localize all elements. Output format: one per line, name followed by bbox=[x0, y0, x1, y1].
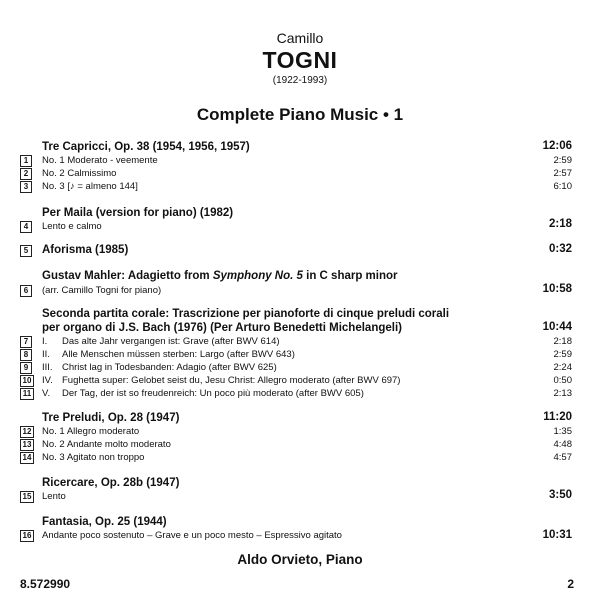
track-row bbox=[20, 451, 572, 464]
track-number: 12 bbox=[20, 426, 34, 438]
track-row bbox=[20, 374, 572, 387]
track-title: Lento e calmo bbox=[42, 221, 102, 232]
track-number: 9 bbox=[20, 362, 32, 374]
track-title: No. 2 Calmissimo bbox=[42, 168, 117, 179]
track-number: 11 bbox=[20, 388, 34, 400]
movement-number: I. bbox=[42, 336, 48, 347]
track-number: 2 bbox=[20, 168, 32, 180]
track-row bbox=[20, 529, 572, 542]
work-duration: 10:58 bbox=[542, 283, 572, 295]
work-duration: 11:20 bbox=[543, 411, 572, 423]
album-title: Complete Piano Music • 1 bbox=[196, 105, 404, 124]
work-title: Tre Capricci, Op. 38 (1954, 1956, 1957) bbox=[42, 141, 250, 153]
track-duration: 1:35 bbox=[553, 426, 572, 437]
track-title: (arr. Camillo Togni for piano) bbox=[42, 285, 162, 296]
track-row bbox=[20, 284, 572, 297]
performer: Aldo Orvieto, Piano bbox=[237, 552, 363, 567]
track-row bbox=[20, 167, 572, 180]
movement-number: II. bbox=[42, 349, 50, 360]
track-number: 3 bbox=[20, 181, 32, 193]
work-title: Fantasia, Op. 25 (1944) bbox=[42, 516, 167, 528]
track-duration: 2:13 bbox=[553, 388, 572, 399]
movement-number: IV. bbox=[42, 375, 53, 386]
catalog-number: 8.572990 bbox=[20, 577, 71, 591]
composer-dates: (1922-1993) bbox=[272, 75, 328, 86]
track-duration: 2:24 bbox=[553, 362, 572, 373]
composer-first-name: Camillo bbox=[276, 30, 324, 46]
work-duration: 3:50 bbox=[548, 489, 572, 501]
work-title: Gustav Mahler: Adagietto from Symphony No. 5 in C sharp minor bbox=[42, 270, 398, 282]
track-duration: 2:18 bbox=[553, 336, 572, 347]
track-number: 14 bbox=[20, 452, 34, 464]
track-row bbox=[20, 180, 572, 193]
work-title: Per Maila (version for piano) (1982) bbox=[42, 207, 234, 219]
track-row bbox=[20, 425, 572, 438]
movement-number: V. bbox=[42, 388, 51, 399]
composer-last-name: TOGNI bbox=[262, 47, 338, 73]
work-title: Tre Preludi, Op. 28 (1947) bbox=[42, 412, 180, 424]
work-duration: 10:31 bbox=[542, 529, 572, 541]
work-duration: 2:18 bbox=[548, 218, 572, 230]
track-title: Fughetta super: Gelobet seist du, Jesu Christ: Allegro moderato (after BWV 697) bbox=[62, 375, 401, 386]
track-duration: 0:50 bbox=[553, 375, 572, 386]
track-row bbox=[20, 348, 572, 361]
track-title: Das alte Jahr vergangen ist: Grave (after BWV 614) bbox=[62, 336, 280, 347]
track-duration: 4:48 bbox=[553, 439, 572, 450]
track-title: Andante poco sostenuto – Grave e un poco mesto – Espressivo agitato bbox=[42, 530, 342, 541]
track-duration: 2:59 bbox=[553, 349, 572, 360]
track-duration: 6:10 bbox=[553, 181, 572, 192]
work-title: Aforisma (1985) bbox=[42, 244, 129, 256]
work-title-italic: Symphony No. 5 bbox=[212, 270, 303, 282]
track-number: 13 bbox=[20, 439, 34, 451]
track-duration: 2:59 bbox=[553, 155, 572, 166]
track-title: No. 2 Andante molto moderato bbox=[42, 439, 171, 450]
track-row bbox=[20, 154, 572, 167]
track-row bbox=[20, 220, 572, 233]
track-row bbox=[20, 387, 572, 400]
work-title-line1: Seconda partita corale: Trascrizione per pianoforte di cinque preludi corali bbox=[42, 308, 450, 320]
work-title: Ricercare, Op. 28b (1947) bbox=[42, 477, 180, 489]
track-title: Alle Menschen müssen sterben: Largo (after BWV 643) bbox=[62, 349, 295, 360]
track-title: No. 3 Agitato non troppo bbox=[42, 452, 145, 463]
track-duration: 4:57 bbox=[553, 452, 572, 463]
track-title: Lento bbox=[42, 491, 66, 502]
work-duration: 0:32 bbox=[548, 243, 572, 255]
track-number: 6 bbox=[20, 285, 32, 297]
track-row bbox=[20, 335, 572, 348]
track-number: 8 bbox=[20, 349, 32, 361]
work-duration: 12:06 bbox=[542, 140, 572, 152]
page-number: 2 bbox=[567, 577, 574, 591]
movement-number: III. bbox=[42, 362, 53, 373]
track-duration: 2:57 bbox=[553, 168, 572, 179]
work-title-line2: per organo di J.S. Bach (1976) (Per Arturo Benedetti Michelangeli) bbox=[42, 322, 402, 334]
track-row bbox=[20, 438, 572, 451]
track-row bbox=[20, 361, 572, 374]
track-number: 15 bbox=[20, 491, 34, 503]
track-title: No. 1 Allegro moderato bbox=[42, 426, 140, 437]
track-title: Der Tag, der ist so freudenreich: Un poco più moderato (after BWV 605) bbox=[62, 388, 364, 399]
track-row bbox=[20, 490, 572, 503]
track-number: 7 bbox=[20, 336, 32, 348]
track-number: 4 bbox=[20, 221, 32, 233]
track-number: 10 bbox=[20, 375, 34, 387]
track-title: No. 1 Moderato - veemente bbox=[42, 155, 158, 166]
track-title: No. 3 [♪ = almeno 144] bbox=[42, 181, 138, 192]
track-number: 5 bbox=[20, 245, 32, 257]
track-title: Christ lag in Todesbanden: Adagio (after BWV 625) bbox=[62, 362, 277, 373]
work-duration: 10:44 bbox=[542, 321, 572, 333]
track-number: 1 bbox=[20, 155, 32, 167]
track-number: 16 bbox=[20, 530, 34, 542]
